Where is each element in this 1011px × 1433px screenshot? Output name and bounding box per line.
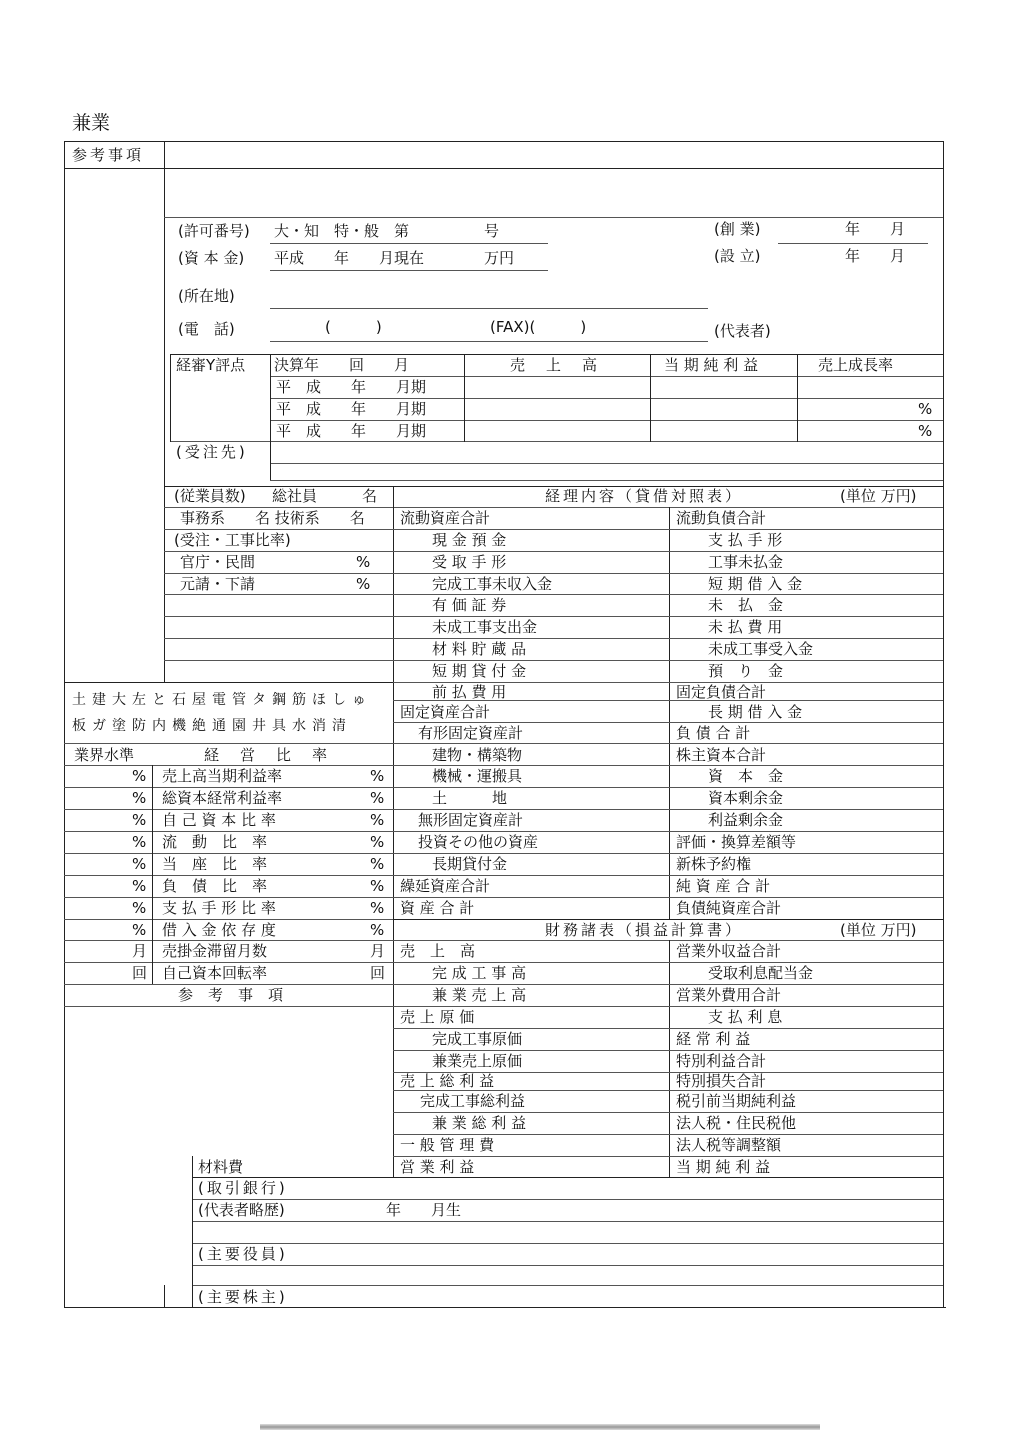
bs-asset-item: 前 払 費 用 <box>432 683 507 701</box>
ratio-name: 売掛金滞留月数 <box>162 942 268 960</box>
public-private-pct: % <box>356 553 371 571</box>
ratio-left-unit: % <box>132 855 147 873</box>
ratio-right-unit: % <box>370 811 385 829</box>
keishin-row-period: 平 成 年 月期 <box>276 422 427 440</box>
is-right-item: 税引前当期純利益 <box>676 1092 797 1110</box>
phone-field[interactable]: ( ) <box>325 318 382 336</box>
capital-label: (資 本 金) <box>178 249 245 267</box>
prime-sub-pct: % <box>356 575 371 593</box>
bs-liability-item: 資本剰余金 <box>708 789 784 807</box>
bs-liability-item: 純 資 産 合 計 <box>676 877 771 895</box>
public-private-label: 官庁・民間 <box>180 553 256 571</box>
income-statement-title: 財務諸表（損益計算書） <box>545 921 744 939</box>
bs-asset-item: 未成工事支出金 <box>432 618 538 636</box>
ratio-notes-label: 参 考 事 項 <box>178 986 284 1004</box>
is-left-item: 兼 業 総 利 益 <box>432 1114 527 1132</box>
rep-birth-field[interactable]: 年 月生 <box>386 1201 462 1219</box>
bs-liability-item: 長 期 借 入 金 <box>708 703 803 721</box>
is-left-item: 売 上 原 価 <box>400 1008 475 1026</box>
industry-types-row-1: 土建大左と石屋電管タ鋼筋ほしゅ <box>72 692 372 708</box>
ratio-left-unit: 回 <box>132 964 148 982</box>
ratio-left-unit: % <box>132 877 147 895</box>
income-statement-unit: (単位 万円) <box>840 921 917 939</box>
bs-asset-item: 資 産 合 計 <box>400 899 475 917</box>
is-left-item: 完成工事原価 <box>432 1030 523 1048</box>
bs-liability-item: 利益剰余金 <box>708 811 784 829</box>
bs-liability-item: 株主資本合計 <box>676 746 767 764</box>
bs-liability-item: 未成工事受入金 <box>708 640 814 658</box>
keishin-row-period: 平 成 年 月期 <box>276 378 427 396</box>
keishin-header-sales: 売 上 高 <box>510 356 601 374</box>
ratio-left-unit: % <box>132 921 147 939</box>
ratio-right-unit: % <box>370 833 385 851</box>
permit-number-label: (許可番号) <box>178 222 250 240</box>
representative-label: (代表者) <box>714 322 771 340</box>
keishin-row-growth: % <box>918 422 933 440</box>
ratio-name: 自己資本回転率 <box>162 964 268 982</box>
capital-field[interactable]: 平成 年 月現在 万円 <box>274 249 515 267</box>
is-left-item: 完 成 工 事 高 <box>432 964 527 982</box>
balance-sheet-title: 経理内容（貸借対照表） <box>545 487 744 505</box>
ratio-left-unit: % <box>132 833 147 851</box>
ratio-right-unit: % <box>370 921 385 939</box>
employees-breakdown: 事務系 名 技術系 名 <box>180 509 365 527</box>
is-right-item: 当 期 純 利 益 <box>676 1158 771 1176</box>
is-left-item: 兼業売上原価 <box>432 1052 523 1070</box>
ratio-left-unit: 月 <box>132 942 148 960</box>
order-source-label: (受注先) <box>176 443 248 461</box>
is-left-item: 営 業 利 益 <box>400 1158 475 1176</box>
keishin-y-score-label: 経審Y評点 <box>176 356 246 374</box>
ratio-right-unit: 回 <box>370 964 386 982</box>
ratio-left-unit: % <box>132 811 147 829</box>
officers-label: (主要役員) <box>198 1245 288 1263</box>
established-label: (設 立) <box>714 247 761 265</box>
bs-asset-item: 土 地 <box>432 789 508 807</box>
bs-asset-item: 現 金 預 金 <box>432 531 507 549</box>
keishin-header-period: 決算年 回 月 <box>274 356 410 374</box>
founded-label: (創 業) <box>714 220 761 238</box>
balance-sheet-unit: (単位 万円) <box>840 487 917 505</box>
bs-liability-item: 未 払 費 用 <box>708 618 783 636</box>
is-left-item: 売 上 総 利 益 <box>400 1072 495 1090</box>
bs-liability-item: 工事未払金 <box>708 553 784 571</box>
industry-types-row-2: 板ガ塗防内機絶通園井具水消清 <box>72 718 352 734</box>
ratio-name: 支 払 手 形 比 率 <box>162 899 276 917</box>
ratio-right-unit: % <box>370 789 385 807</box>
bs-asset-item: 無形固定資産計 <box>418 811 524 829</box>
bs-liability-item: 固定負債合計 <box>676 683 767 701</box>
bs-liability-item: 評価・換算差額等 <box>676 833 797 851</box>
ratio-name: 借 入 金 依 存 度 <box>162 921 276 939</box>
industry-standard-label: 業界水準 <box>74 746 135 764</box>
is-right-item: 特別利益合計 <box>676 1052 767 1070</box>
ratio-name: 総資本経常利益率 <box>162 789 283 807</box>
rep-history-label: (代表者略歴) <box>198 1201 285 1219</box>
management-ratio-header: 経 営 比 率 <box>204 746 331 764</box>
is-right-item: 営業外費用合計 <box>676 986 782 1004</box>
page-title: 兼業 <box>72 112 111 134</box>
ratio-left-unit: % <box>132 899 147 917</box>
ratio-name: 自 己 資 本 比 率 <box>162 811 276 829</box>
bs-asset-item: 長期貸付金 <box>432 855 508 873</box>
bs-liability-item: 負 債 合 計 <box>676 724 751 742</box>
order-ratio-label: (受注・工事比率) <box>174 531 291 549</box>
prime-sub-label: 元請・下請 <box>180 575 256 593</box>
is-right-item: 法人税・住民税他 <box>676 1114 797 1132</box>
ratio-right-unit: % <box>370 877 385 895</box>
keishin-row-period: 平 成 年 月期 <box>276 400 427 418</box>
bs-asset-item: 材 料 貯 蔵 品 <box>432 640 527 658</box>
bs-asset-item: 固定資産合計 <box>400 703 491 721</box>
ratio-right-unit: % <box>370 855 385 873</box>
ratio-name: 負 債 比 率 <box>162 877 268 895</box>
ratio-right-unit: % <box>370 899 385 917</box>
founded-field[interactable]: 年 月 <box>845 220 906 238</box>
bs-asset-item: 完成工事未収入金 <box>432 575 553 593</box>
reference-header-label: 参考事項 <box>72 146 145 164</box>
bs-liability-item: 流動負債合計 <box>676 509 767 527</box>
is-right-item: 特別損失合計 <box>676 1072 767 1090</box>
bs-liability-item: 負債純資産合計 <box>676 899 782 917</box>
ratio-left-unit: % <box>132 789 147 807</box>
is-right-item: 支 払 利 息 <box>708 1008 783 1026</box>
ratio-right-unit: 月 <box>370 942 386 960</box>
is-left-item: 兼 業 売 上 高 <box>432 986 527 1004</box>
address-label: (所在地) <box>178 287 235 305</box>
bs-liability-item: 未 払 金 <box>708 596 784 614</box>
bs-liability-item: 資 本 金 <box>708 767 784 785</box>
is-left-item: 完成工事総利益 <box>420 1092 526 1110</box>
employees-label: (従業員数) <box>174 487 246 505</box>
is-right-item: 法人税等調整額 <box>676 1136 782 1154</box>
keishin-header-growth: 売上成長率 <box>818 356 894 374</box>
bs-liability-item: 支 払 手 形 <box>708 531 783 549</box>
ratio-right-unit: % <box>370 767 385 785</box>
bank-label: (取引銀行) <box>198 1179 288 1197</box>
keishin-row-growth: % <box>918 400 933 418</box>
is-right-item: 営業外収益合計 <box>676 942 782 960</box>
ratio-name: 売上高当期利益率 <box>162 767 283 785</box>
is-left-item: 売 上 高 <box>400 942 476 960</box>
scan-edge <box>260 1424 820 1430</box>
established-field[interactable]: 年 月 <box>845 247 906 265</box>
is-right-item: 受取利息配当金 <box>708 964 814 982</box>
keishin-header-net-profit: 当 期 純 利 益 <box>664 356 759 374</box>
is-left-item: 一 般 管 理 費 <box>400 1136 495 1154</box>
employees-total: 総社員 名 <box>272 487 378 505</box>
ratio-left-unit: % <box>132 767 147 785</box>
ratio-name: 流 動 比 率 <box>162 833 268 851</box>
bs-asset-item: 機械・運搬具 <box>432 767 523 785</box>
shareholders-label: (主要株主) <box>198 1288 288 1306</box>
bs-liability-item: 短 期 借 入 金 <box>708 575 803 593</box>
bs-liability-item: 新株予約権 <box>676 855 752 873</box>
fax-field[interactable]: (FAX)( ) <box>490 318 587 336</box>
is-right-item: 経 常 利 益 <box>676 1030 751 1048</box>
permit-number-field[interactable]: 大・知 特・般 第 号 <box>274 222 500 240</box>
bs-asset-item: 建物・構築物 <box>432 746 523 764</box>
ratio-name: 当 座 比 率 <box>162 855 268 873</box>
bs-asset-item: 有 価 証 券 <box>432 596 507 614</box>
material-cost-label: 材料費 <box>198 1158 244 1176</box>
bs-asset-item: 流動資産合計 <box>400 509 491 527</box>
bs-asset-item: 短 期 貸 付 金 <box>432 662 527 680</box>
phone-label: (電 話) <box>178 320 235 338</box>
bs-asset-item: 有形固定資産計 <box>418 724 524 742</box>
bs-asset-item: 受 取 手 形 <box>432 553 507 571</box>
bs-asset-item: 繰延資産合計 <box>400 877 491 895</box>
bs-liability-item: 預 り 金 <box>708 662 784 680</box>
bs-asset-item: 投資その他の資産 <box>418 833 539 851</box>
